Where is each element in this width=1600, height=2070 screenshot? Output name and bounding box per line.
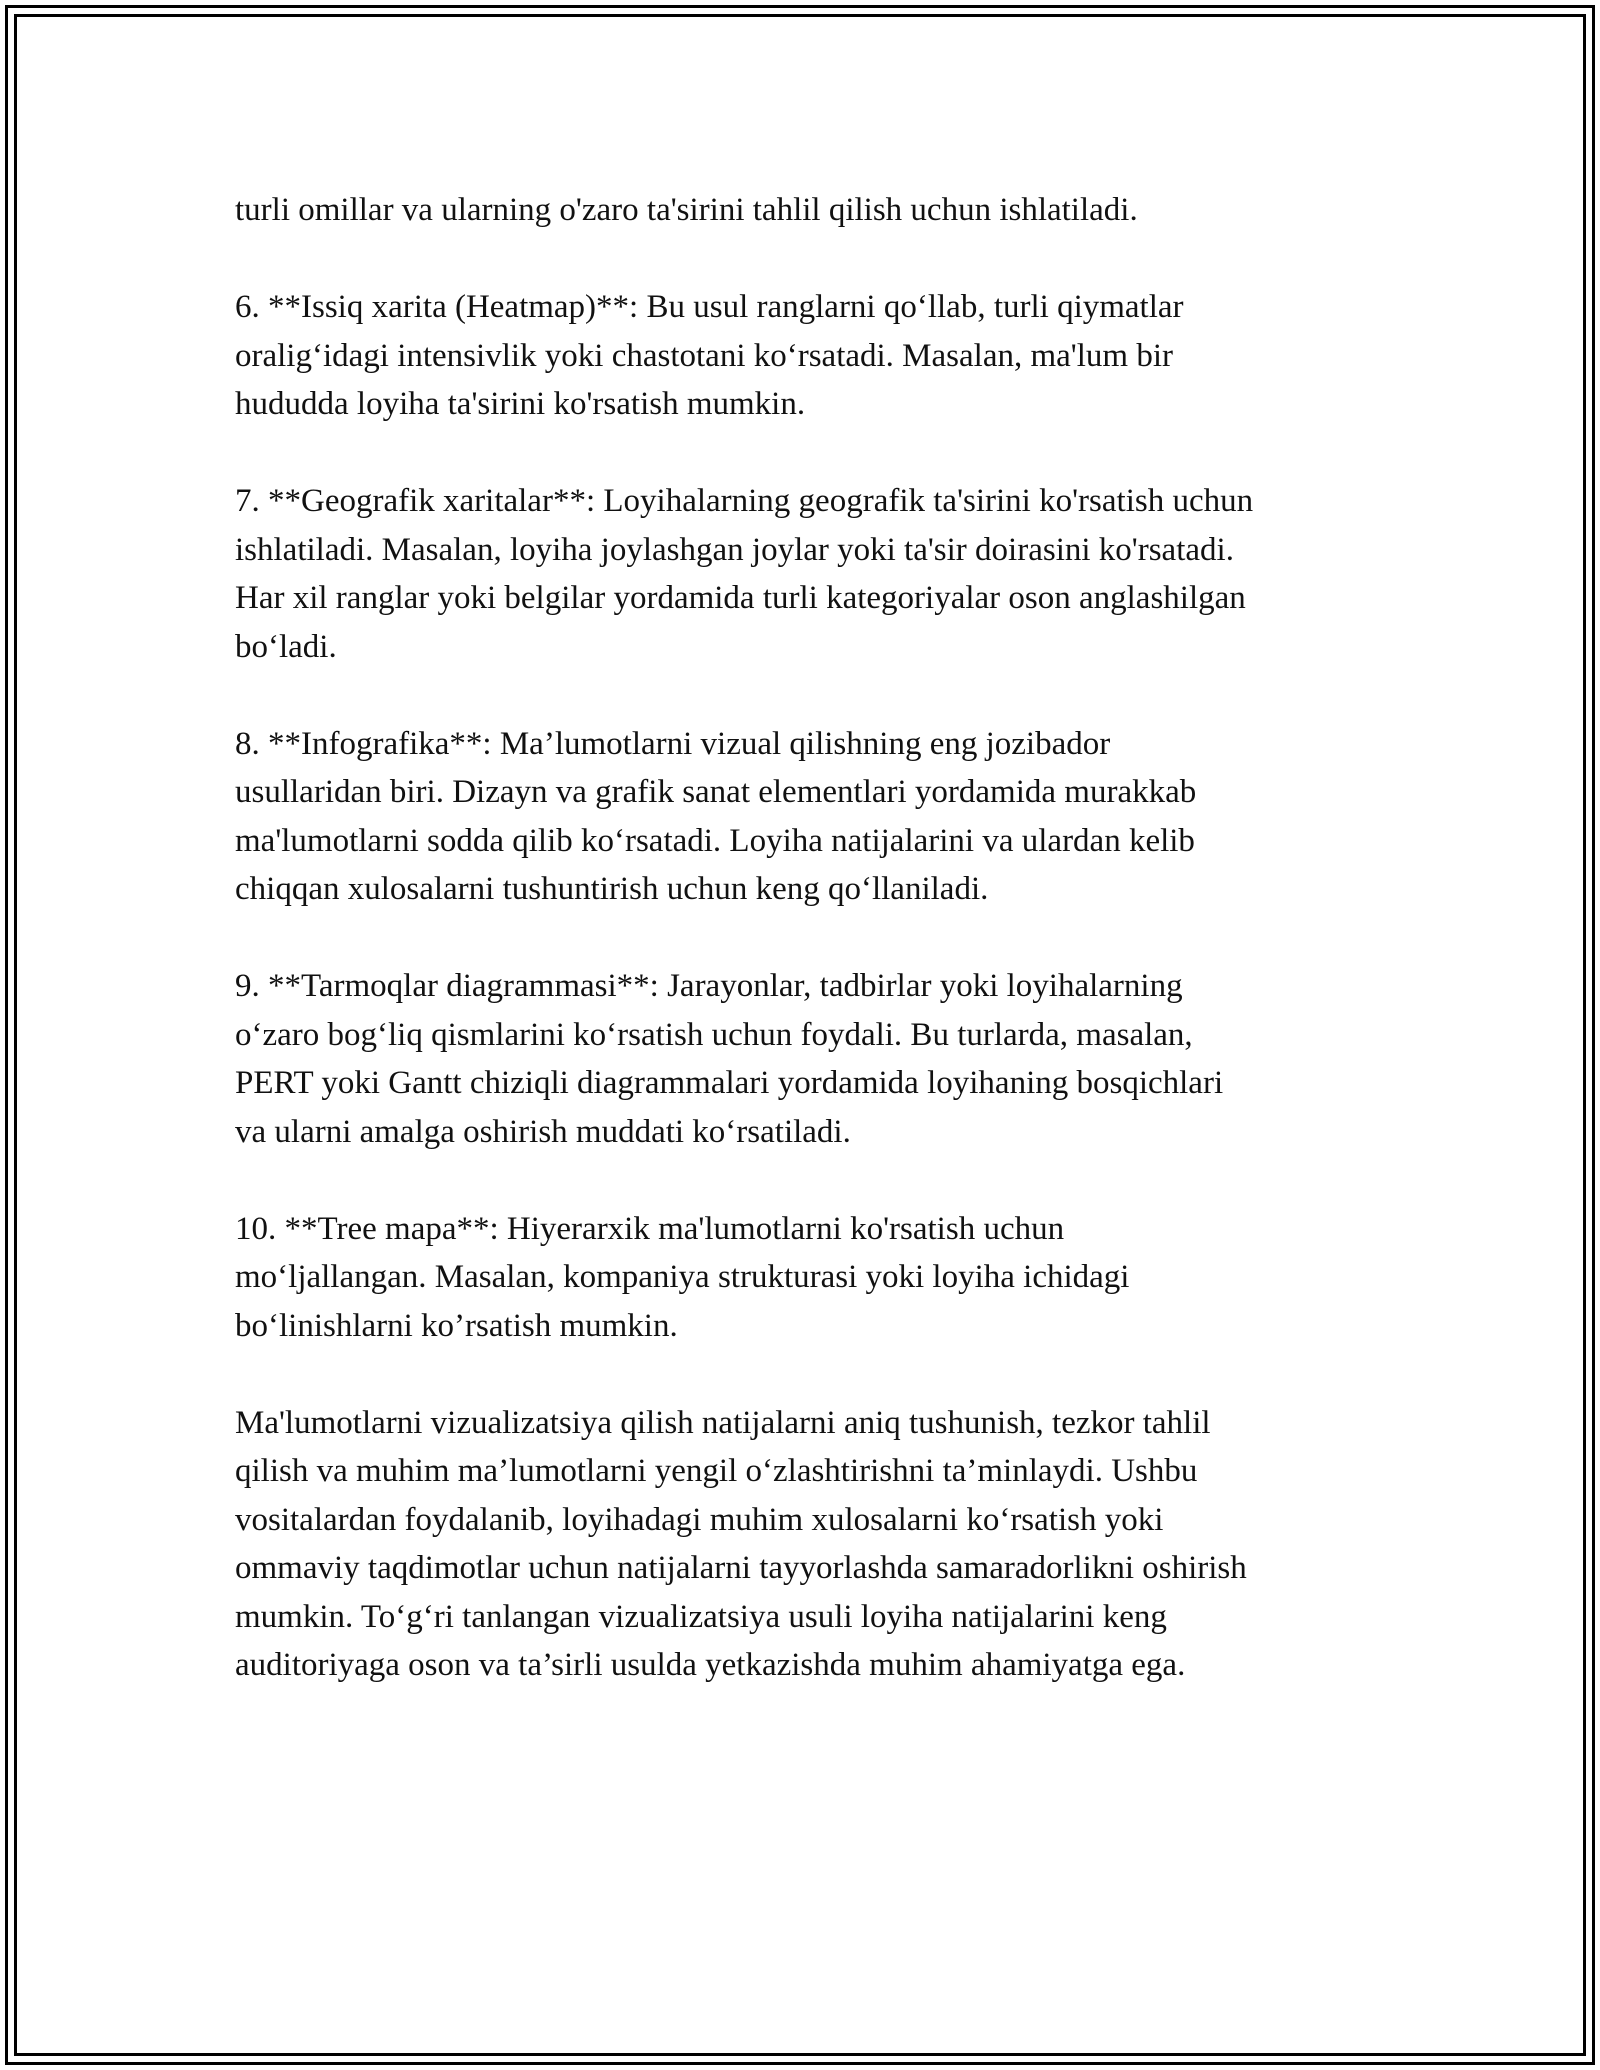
- text-line: mo‘ljallangan. Masalan, kompaniya strukturasi yoki loyiha ichidagi: [235, 1259, 1130, 1295]
- text-line: Ma'lumotlarni vizualizatsiya qilish natijalarni aniq tushunish, tezkor tahlil: [235, 1404, 1211, 1441]
- text-line: auditoriyaga oson va ta’sirli usulda yetkazishda muhim ahamiyatga ega.: [235, 1647, 1186, 1683]
- text-line: ma'lumotlarni sodda qilib ko‘rsatadi. Loyiha natijalarini va ulardan kelib: [235, 822, 1195, 859]
- text-line: bo‘ladi.: [235, 628, 337, 665]
- text-line: hududda loyiha ta'sirini ko'rsatish mumkin.: [235, 386, 806, 422]
- text-line: vositalardan foydalanib, loyihadagi muhim xulosalarni ko‘rsatish yoki: [235, 1501, 1164, 1538]
- paragraph-item-9-network-diagrams: [235, 962, 1375, 1156]
- text-line: ommaviy taqdimotlar uchun natijalarni tayyorlashda samaradorlikni oshirish: [235, 1550, 1247, 1586]
- document-body: [235, 186, 1375, 1738]
- text-line: 6. **Issiq xarita (Heatmap)**: Bu usul ranglarni qo‘llab, turli qiymatlar: [235, 289, 1184, 325]
- text-line: ishlatiladi. Masalan, loyiha joylashgan joylar yoki ta'sir doirasini ko'rsatadi.: [235, 531, 1234, 568]
- text-line: PERT yoki Gantt chiziqli diagrammalari yordamida loyihaning bosqichlari: [235, 1065, 1224, 1101]
- text-line: bo‘linishlarni ko’rsatish mumkin.: [235, 1307, 678, 1344]
- text-line: o‘zaro bog‘liq qismlarini ko‘rsatish uchun foydali. Bu turlarda, masalan,: [235, 1016, 1193, 1053]
- text-line: 9. **Tarmoqlar diagrammasi**: Jarayonlar, tadbirlar yoki loyihalarning: [235, 968, 1183, 1004]
- text-line: 7. **Geografik xaritalar**: Loyihalarning geografik ta'sirini ko'rsatish uchun: [235, 483, 1254, 519]
- text-line: qilish va muhim ma’lumotlarni yengil o‘zlashtirishni ta’minlaydi. Ushbu: [235, 1453, 1198, 1489]
- paragraph-item-6-heatmap: [235, 283, 1375, 429]
- text-line: turli omillar va ularning o'zaro ta'sirini tahlil qilish uchun ishlatiladi.: [235, 192, 1138, 228]
- paragraph-conclusion: [235, 1399, 1375, 1690]
- paragraph-item-8-infographics: [235, 720, 1375, 914]
- text-line: mumkin. To‘g‘ri tanlangan vizualizatsiya usuli loyiha natijalarini keng: [235, 1598, 1167, 1635]
- paragraph-item-10-tree-map: [235, 1205, 1375, 1351]
- text-line: 10. **Tree mapa**: Hiyerarxik ma'lumotlarni ko'rsatish uchun: [235, 1210, 1065, 1247]
- text-line: chiqqan xulosalarni tushuntirish uchun keng qo‘llaniladi.: [235, 871, 989, 907]
- text-line: va ularni amalga oshirish muddati ko‘rsatiladi.: [235, 1113, 851, 1150]
- text-line: oralig‘idagi intensivlik yoki chastotani ko‘rsatadi. Masalan, ma'lum bir: [235, 337, 1173, 374]
- text-line: Har xil ranglar yoki belgilar yordamida turli kategoriyalar oson anglashilgan: [235, 580, 1246, 616]
- text-line: 8. **Infografika**: Ma’lumotlarni vizual qilishning eng jozibador: [235, 725, 1111, 762]
- paragraph-item-7-geographic-maps: [235, 477, 1375, 671]
- paragraph-intro-continuation: [235, 186, 1375, 235]
- text-line: usullaridan biri. Dizayn va grafik sanat elementlari yordamida murakkab: [235, 774, 1197, 810]
